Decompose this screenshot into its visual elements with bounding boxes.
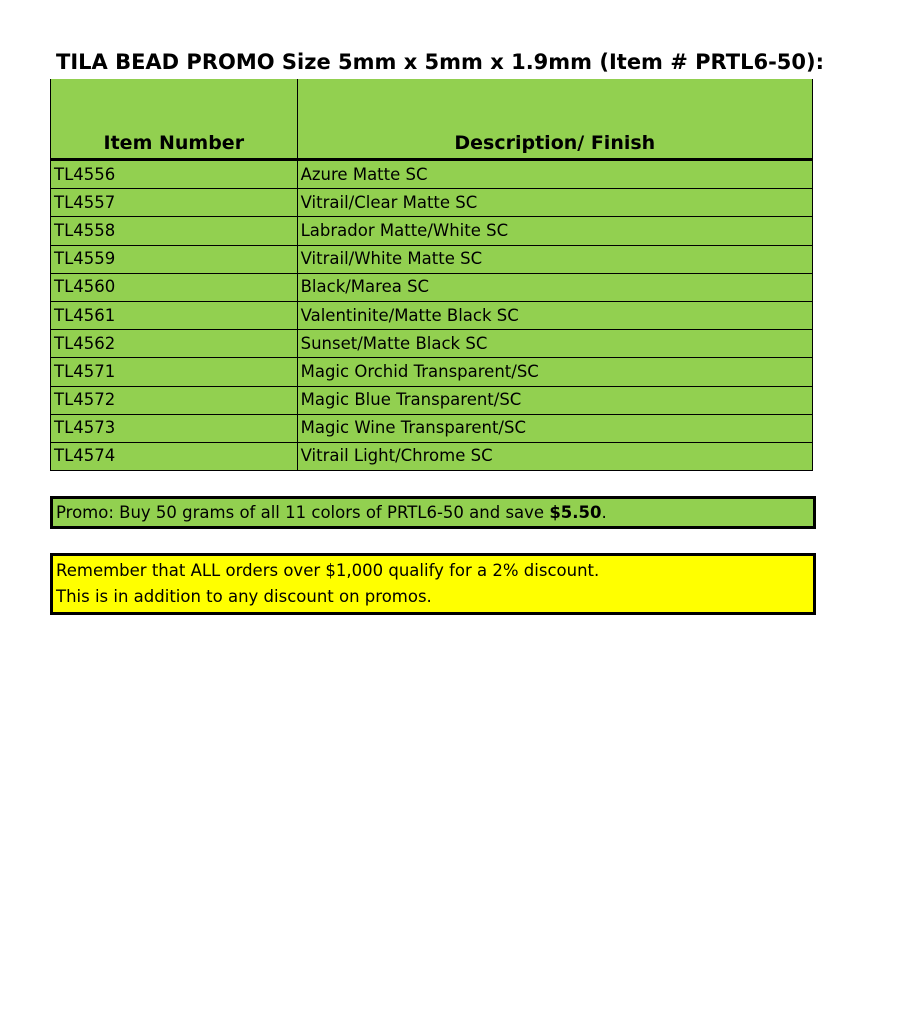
item-number-cell: TL4574	[51, 442, 298, 470]
table-row	[51, 414, 813, 442]
description-cell: Vitrail/White Matte SC	[297, 245, 812, 273]
promo-amount: $5.50	[549, 503, 602, 522]
item-number-cell: TL4556	[51, 160, 298, 189]
table-header-row	[51, 79, 813, 160]
table-row	[51, 442, 813, 470]
description-cell: Magic Blue Transparent/SC	[297, 386, 812, 414]
promo-text: Promo: Buy 50 grams of all 11 colors of PRTL6-50 and save	[56, 503, 550, 522]
table-row	[51, 330, 813, 358]
table-row	[51, 245, 813, 273]
description-cell: Valentinite/Matte Black SC	[297, 301, 812, 329]
description-cell: Magic Wine Transparent/SC	[297, 414, 812, 442]
item-number-cell: TL4560	[51, 273, 298, 301]
item-number-cell: TL4558	[51, 217, 298, 245]
description-cell: Vitrail/Clear Matte SC	[297, 189, 812, 217]
page-title: TILA BEAD PROMO Size 5mm x 5mm x 1.9mm (Item # PRTL6-50):	[56, 50, 825, 74]
table-row	[51, 189, 813, 217]
description-cell: Sunset/Matte Black SC	[297, 330, 812, 358]
item-number-cell: TL4562	[51, 330, 298, 358]
discount-reminder-box	[50, 553, 816, 615]
item-number-cell: TL4573	[51, 414, 298, 442]
table-row	[51, 273, 813, 301]
item-number-cell: TL4571	[51, 358, 298, 386]
header-description: Description/ Finish	[297, 79, 812, 160]
reminder-line-1: Remember that ALL orders over $1,000 qualify for a 2% discount.	[56, 561, 600, 580]
description-cell: Magic Orchid Transparent/SC	[297, 358, 812, 386]
table-row	[51, 386, 813, 414]
item-number-cell: TL4572	[51, 386, 298, 414]
description-cell: Vitrail Light/Chrome SC	[297, 442, 812, 470]
promo-suffix: .	[601, 503, 607, 522]
description-cell: Labrador Matte/White SC	[297, 217, 812, 245]
table-row	[51, 217, 813, 245]
items-table	[50, 79, 813, 471]
item-number-cell: TL4561	[51, 301, 298, 329]
description-cell: Black/Marea SC	[297, 273, 812, 301]
table-row	[51, 358, 813, 386]
item-number-cell: TL4559	[51, 245, 298, 273]
reminder-line-2: This is in addition to any discount on promos.	[56, 587, 432, 606]
description-cell: Azure Matte SC	[297, 160, 812, 189]
table-row	[51, 301, 813, 329]
item-number-cell: TL4557	[51, 189, 298, 217]
header-item-number: Item Number	[51, 79, 298, 160]
table-row	[51, 160, 813, 189]
promo-box	[50, 496, 816, 529]
